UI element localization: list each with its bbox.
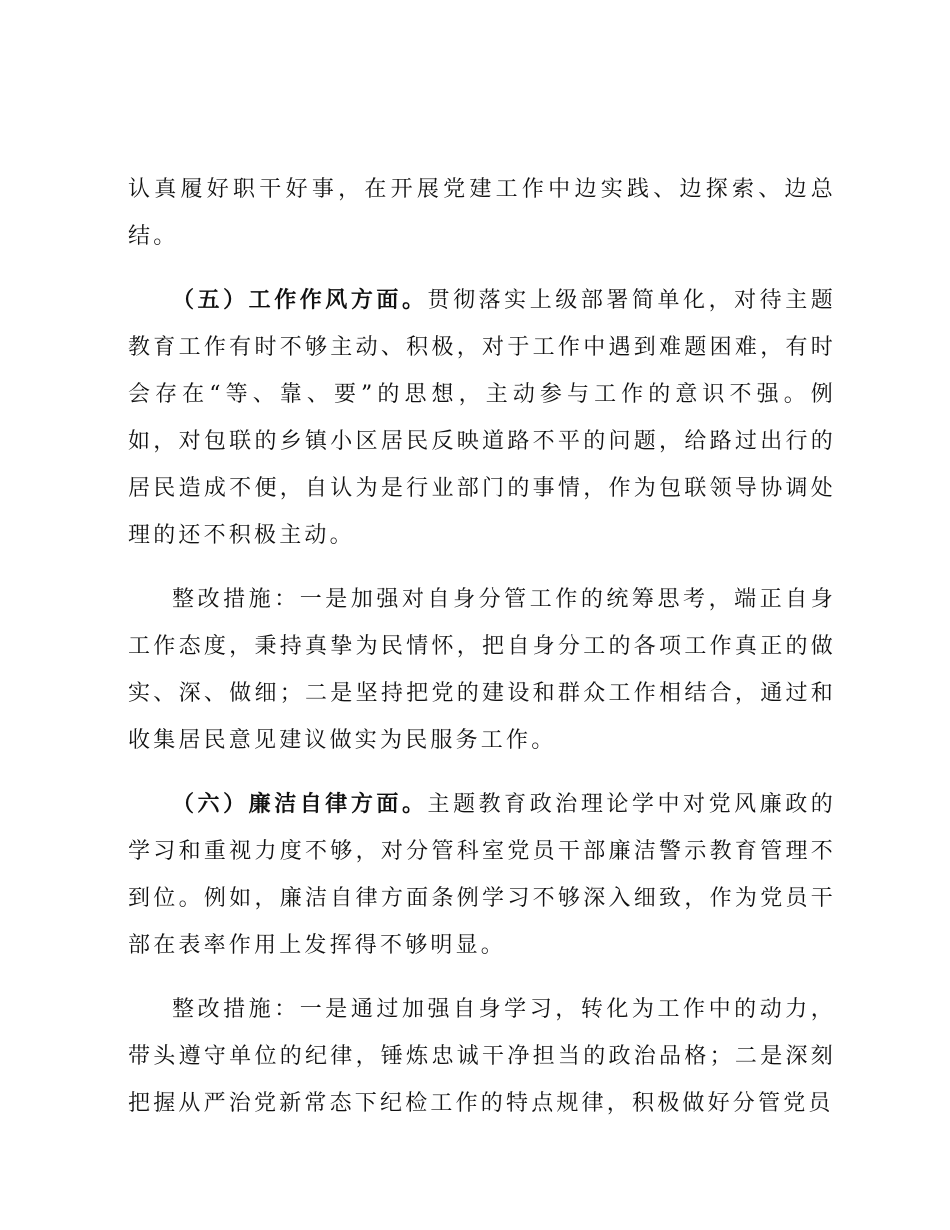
paragraph-text: 贯彻落实上级部署简单化，对待主题教育工作有时不够主动、积极，对于工作中遇到难题困难，有时会存在“等、靠、要”的思想，主动参与工作的意识不强。例如，对包联的乡镇小区居民反映道路不平的问题，给路过出行的居民造成不便，自认为是行业部门的事情，作为包联领导协调处理的还不积极主动。 bbox=[128, 288, 836, 548]
paragraph-integrity bbox=[128, 781, 836, 969]
paragraph-rectification-1 bbox=[128, 576, 836, 764]
paragraph-continuation bbox=[128, 166, 836, 260]
document-body bbox=[128, 166, 836, 1144]
paragraph-text: 主题教育政治理论学中对党风廉政的学习和重视力度不够，对分管科室党员干部廉洁警示教育管理不到位。例如，廉洁自律方面条例学习不够深入细致，作为党员干部在表率作用上发挥得不够明显。 bbox=[128, 792, 836, 958]
section-heading-work-style: （五）工作作风方面。 bbox=[172, 287, 428, 313]
paragraph-rectification-2 bbox=[128, 986, 836, 1127]
paragraph-text: 整改措施：一是加强对自身分管工作的统筹思考，端正自身工作态度，秉持真挚为民情怀，把自身分工的各项工作真正的做实、深、做细；二是坚持把党的建设和群众工作相结合，通过和收集居民意见建议做实为民服务工作。 bbox=[128, 587, 836, 753]
paragraph-text: 认真履好职干好事，在开展党建工作中边实践、边探索、边总结。 bbox=[128, 177, 836, 249]
paragraph-work-style bbox=[128, 277, 836, 559]
paragraph-text: 整改措施：一是通过加强自身学习，转化为工作中的动力，带头遵守单位的纪律，锤炼忠诚干净担当的政治品格；二是深刻把握从严治党新常态下纪检工作的特点规律，积极做好分管党员 bbox=[128, 997, 836, 1116]
section-heading-integrity: （六）廉洁自律方面。 bbox=[172, 791, 428, 817]
